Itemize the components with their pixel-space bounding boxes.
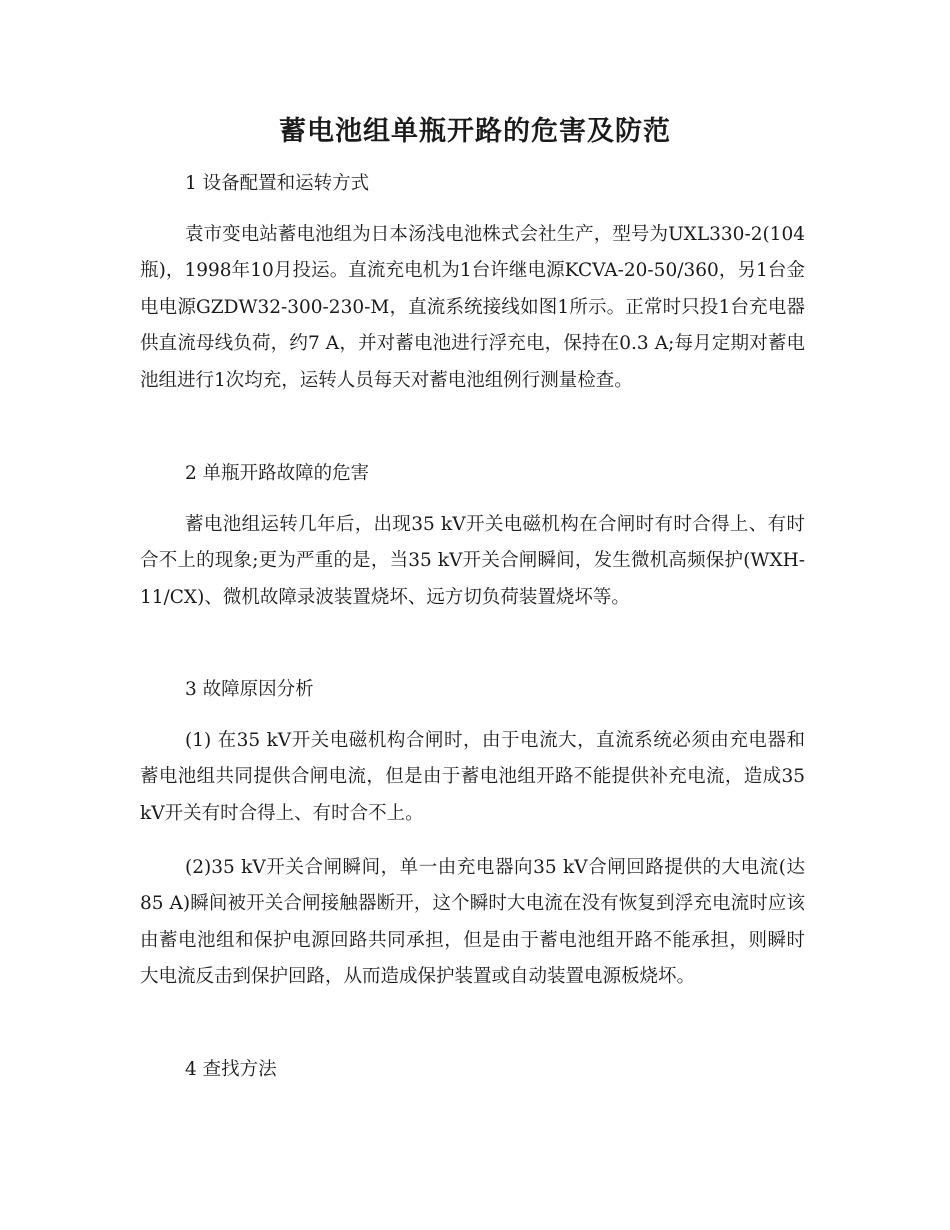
document-title: 蓄电池组单瓶开路的危害及防范 <box>279 116 671 147</box>
section-3-paragraph-2: (2)35 kV开关合闸瞬间，单一由充电器向35 kV合闸回路提供的大电流(达85 A)瞬间被开关合闸接触器断开，这个瞬时大电流在没有恢复到浮充电流时应该由蓄电池组和保护电源回路共同承担，但是由于蓄电池组开路不能承担，则瞬时大电流反击到保护回路，从而造成保护装置或自动装置电源板烧坏。 <box>140 857 805 988</box>
section-1-paragraph-1: 袁市变电站蓄电池组为日本汤浅电池株式会社生产，型号为UXL330-2(104瓶)，1998年10月投运。直流充电机为1台许继电源KCVA-20-50/360，另1台金电电源GZDW32-300-230-M，直流系统接线如图1所示。正常时只投1台充电器供直流母线负荷，约7 A，并对蓄电池进行浮充电，保持在0.3 A;每月定期对蓄电池组进行1次均充，运转人员每天对蓄电池组例行测量检查。 <box>140 224 805 391</box>
section-2-paragraph-1: 蓄电池组运转几年后，出现35 kV开关电磁机构在合闸时有时合得上、有时合不上的现象;更为严重的是，当35 kV开关合闸瞬间，发生微机高频保护(WXH-11/CX)、微机故障录波装置烧坏、远方切负荷装置烧坏等。 <box>140 514 805 608</box>
section-heading-3: 3 故障原因分析 <box>185 679 314 700</box>
section-heading-2: 2 单瓶开路故障的危害 <box>185 463 370 484</box>
section-3-paragraph-1: (1) 在35 kV开关电磁机构合闸时，由于电流大，直流系统必须由充电器和蓄电池组共同提供合闸电流，但是由于蓄电池组开路不能提供补充电流，造成35 kV开关有时合得上、有时合不上。 <box>140 730 805 824</box>
section-heading-1: 1 设备配置和运转方式 <box>185 173 370 194</box>
section-heading-4: 4 查找方法 <box>185 1059 277 1080</box>
